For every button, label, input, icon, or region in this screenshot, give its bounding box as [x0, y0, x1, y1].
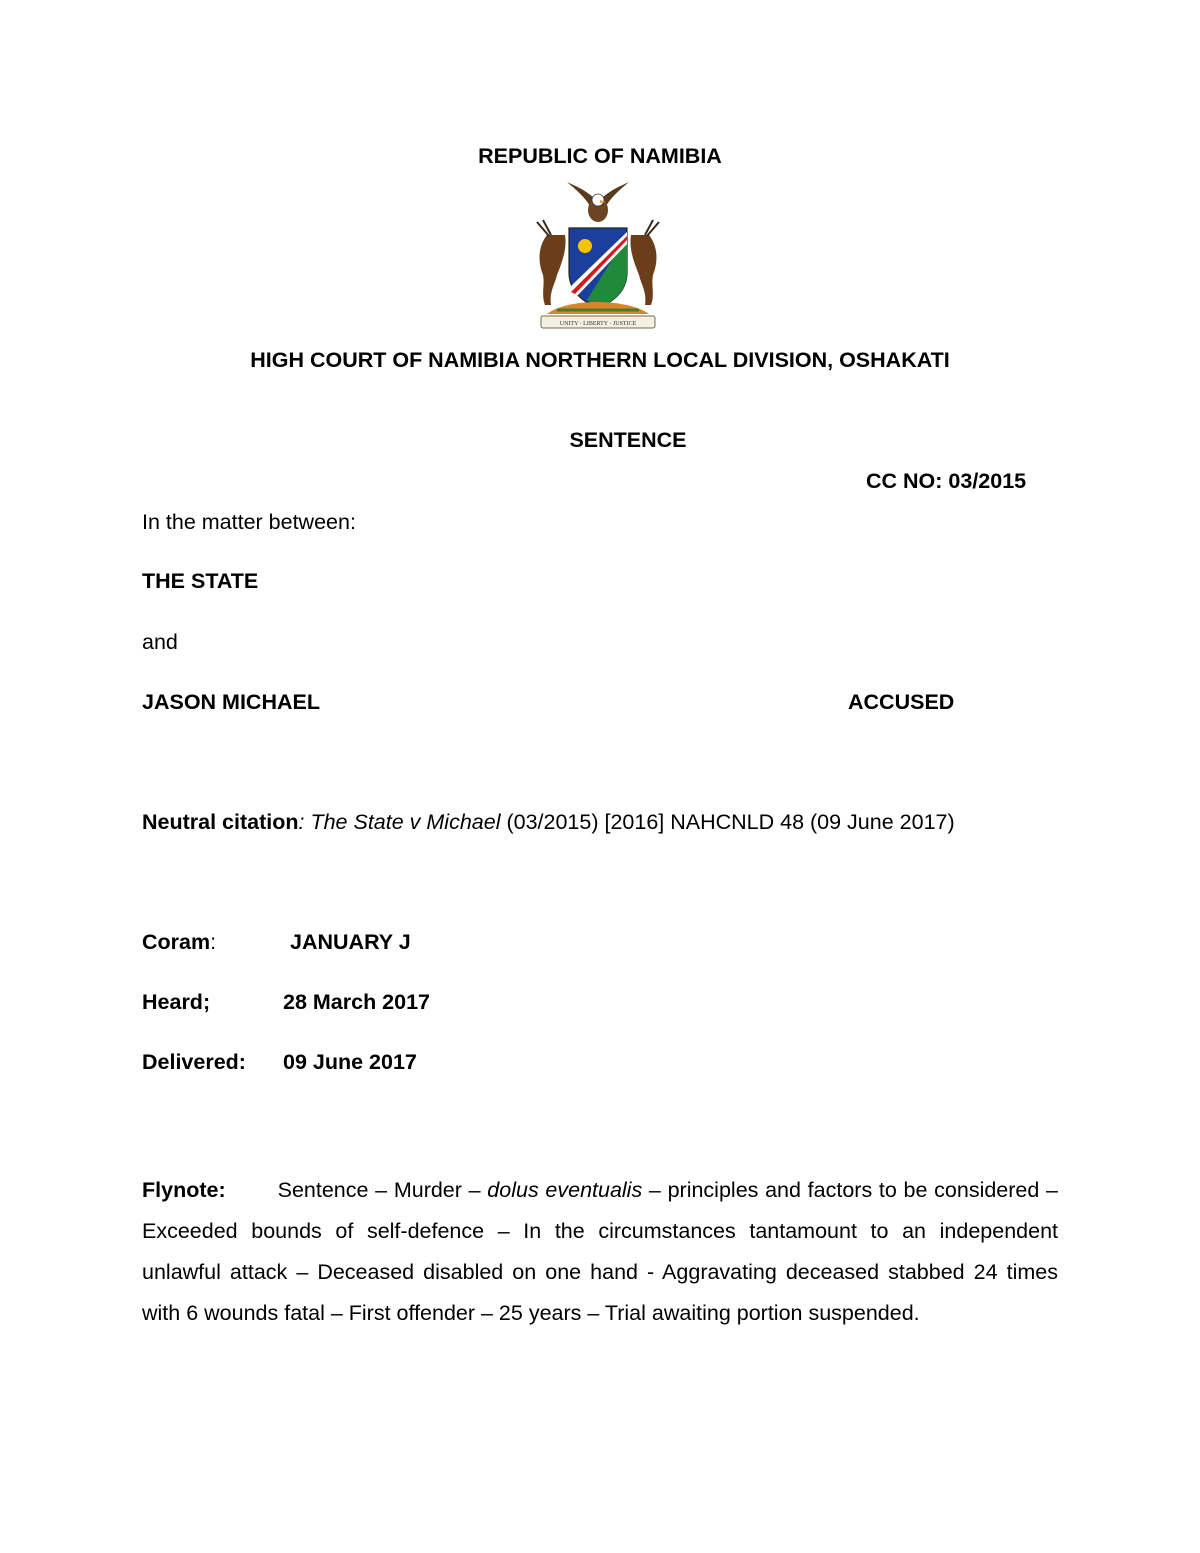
case-number: CC NO: 03/2015: [866, 469, 1027, 493]
citation-case-name: The State v Michael: [310, 810, 501, 834]
coram-label-text: Coram: [142, 930, 211, 954]
party-accused-role: ACCUSED: [848, 690, 955, 714]
citation-label: Neutral citation: [142, 810, 299, 834]
delivered-label: Delivered:: [142, 1050, 246, 1074]
svg-text:UNITY · LIBERTY · JUSTICE: UNITY · LIBERTY · JUSTICE: [559, 321, 637, 327]
party-state: THE STATE: [142, 569, 259, 593]
party-connector: and: [142, 630, 178, 654]
delivered-value: 09 June 2017: [283, 1050, 417, 1074]
document-type: SENTENCE: [569, 428, 687, 452]
coram-separator: :: [210, 930, 217, 954]
citation-reference: (03/2015) [2016] NAHCNLD 48 (09 June 2017): [500, 810, 955, 834]
neutral-citation: [142, 812, 955, 834]
heard-value: 28 March 2017: [283, 990, 431, 1014]
heard-label: Heard;: [142, 990, 211, 1014]
coat-of-arms-icon: [527, 180, 669, 330]
coram-label: [142, 932, 216, 954]
flynote-label: Flynote:: [142, 1178, 226, 1202]
party-accused-name: JASON MICHAEL: [142, 690, 320, 714]
matter-intro: In the matter between:: [142, 510, 356, 534]
citation-separator: :: [298, 810, 305, 834]
flynote-text-after: – principles and factors to be considered – Exceeded bounds of self-defence – In the circumstances tantamount to an independent unlawful attack – Deceased disabled on one hand - Aggravating deceased stabbed 24 times with 6 wounds fatal – First offender – 25 years – Trial awaiting portion suspended.: [142, 1178, 1058, 1325]
country-heading: REPUBLIC OF NAMIBIA: [478, 144, 722, 168]
court-heading: HIGH COURT OF NAMIBIA NORTHERN LOCAL DIVISION, OSHAKATI: [250, 348, 950, 372]
coram-value: JANUARY J: [290, 930, 411, 954]
flynote-text-before: Sentence – Murder –: [277, 1178, 488, 1202]
flynote-paragraph: [142, 1170, 1058, 1334]
flynote-italic: dolus eventualis: [487, 1178, 643, 1202]
